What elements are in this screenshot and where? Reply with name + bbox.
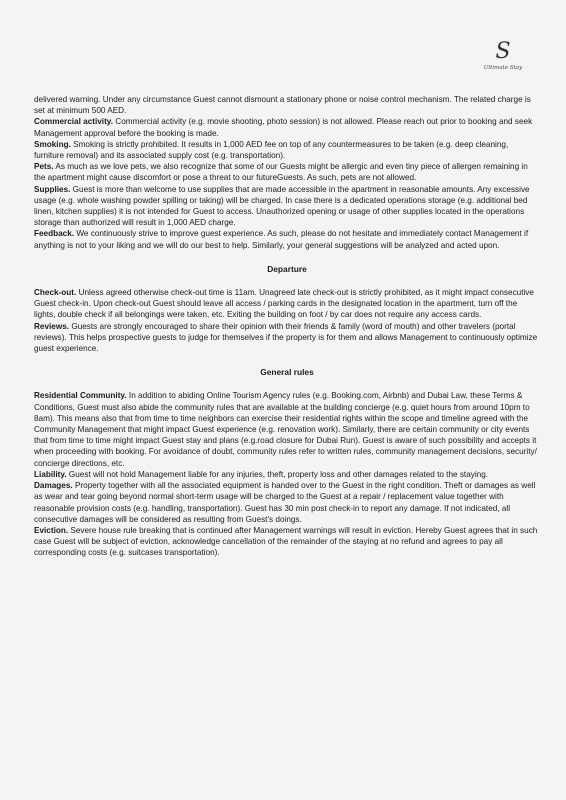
logo-text: Ultimate Stay bbox=[483, 65, 523, 71]
rule-term: Eviction. bbox=[34, 525, 69, 535]
section-heading-general-rules: General rules bbox=[260, 367, 314, 378]
rule-term: Reviews. bbox=[34, 321, 70, 331]
rule-check-out bbox=[34, 287, 540, 321]
rule-term: Damages. bbox=[34, 481, 73, 491]
rule-residential-community bbox=[34, 390, 540, 468]
rule-liability bbox=[34, 469, 540, 480]
rule-term: Residential Community. bbox=[34, 391, 127, 401]
rule-text: Smoking is strictly prohibited. It results in 1,000 AED fee on top of any countermeasures to be taken (e.g. deep cleaning, furniture removal) and its associated supply cost (e.g. transportation). bbox=[34, 139, 509, 161]
rule-term: Liability. bbox=[34, 469, 67, 479]
rule-smoking bbox=[34, 139, 540, 161]
brand-logo bbox=[472, 40, 534, 90]
rule-text: Unless agreed otherwise check-out time is 11am. Unagreed late check-out is strictly prohibited, as it might impact consecutive Guest check-in. Upon check-out Guest should leave all access / parking cards in the designated location in the apartment, turn off the lights, double check if all belongings were taken, etc. Exiting the building on foot / by car does not require any access cards. bbox=[34, 288, 534, 320]
rule-commercial-activity bbox=[34, 116, 540, 138]
rule-text: In addition to abiding Online Tourism Agency rules (e.g. Booking.com, Airbnb) and Dubai Law, these Terms & Conditions, Guest must also abide the community rules that are available at the building concierge (e.g. quiet hours from around 10pm to 8am). This means also that from time to time neighbors can exercise their residential rights within the scope and timeline agreed with the Community Management that might impact Guest experience (e.g. renovation work). Similarly, there are certain community or city events that from time to time might impact Guest stay and plans (e.g.road closure for Dubai Run). Guest is aware of such possibility and accepts it when proceeding with booking. For avoidance of doubt, community rules refer to written rules, community management decisions, security/ concierge directions, etc. bbox=[34, 391, 537, 468]
rule-feedback bbox=[34, 228, 540, 250]
rule-text: Severe house rule breaking that is continued after Management warnings will result in eviction. Hereby Guest agrees that in such case Guest will be subject of eviction, acknowledge cancellation of the remainder of the staying at no refund and agrees to pay all corresponding costs (e.g. suitcases transportation). bbox=[34, 525, 538, 558]
rule-damages bbox=[34, 480, 540, 525]
document-body bbox=[34, 94, 540, 559]
rule-term: Check-out. bbox=[34, 288, 77, 298]
logo-mark: S bbox=[495, 39, 511, 64]
rule-term: Commercial activity. bbox=[34, 117, 114, 127]
rule-text: Guest is more than welcome to use supplies that are made accessible in the apartment in reasonable amounts. Any excessive usage (e.g. whole washing powder spilling or taking) will be charged. In case there is a dedicated operations storage (e.g. additional bed linen, kitchen supplies) it is not intended for Guest to access. Unauthorized opening or usage of other supplies located in the operations storage than authorized will result in 1,000 AED charge. bbox=[34, 184, 530, 228]
rule-text: Property together with all the associated equipment is handed over to the Guest in the right condition. Theft or damages as well as wear and tear going beyond normal short-term usage will be charged to the Guest at a repair / replacement value together with reasonable provision costs (e.g. handling, transportation). Guest has 30 min post check-in to report any damage. If not indicated, all consecutive damages will be considered as resulting from Guest's doings. bbox=[34, 481, 536, 524]
rule-text: Guest will not hold Management liable for any injuries, theft, property loss and other damages related to the staying. bbox=[66, 469, 489, 479]
rule-text: We continuously strive to improve guest experience. As such, please do not hesitate and immediately contact Management if anything is not to your liking and we will do our best to help. Similarly, your general suggestions will be analyzed and acted upon. bbox=[34, 229, 529, 250]
rule-supplies bbox=[34, 184, 540, 229]
rule-term: Smoking. bbox=[34, 139, 71, 149]
intro-paragraph: delivered warning. Under any circumstance Guest cannot dismount a stationary phone or noise control mechanism. The related charge is set at minimum 500 AED. bbox=[34, 95, 531, 116]
rule-reviews bbox=[34, 321, 540, 355]
rule-text: As much as we love pets, we also recognize that some of our Guests might be allergic and even tiny piece of allergen remaining in the apartment might cause discomfort or pose a threat to our futureGuests. As such, pets are not allowed. bbox=[34, 162, 528, 183]
rule-term: Pets. bbox=[34, 162, 54, 172]
rule-text: Commercial activity (e.g. movie shooting, photo session) is not allowed. Please reach out prior to booking and seek Management approval before the booking is made. bbox=[34, 117, 533, 138]
rule-term: Feedback. bbox=[34, 229, 75, 239]
section-heading-departure: Departure bbox=[267, 263, 307, 274]
rule-term: Supplies. bbox=[34, 184, 71, 194]
rule-pets bbox=[34, 161, 540, 183]
rule-text: Guests are strongly encouraged to share their opinion with their friends & family (word of mouth) and other travelers (portal reviews). This helps prospective guests to judge for themselves if the property is for them and allows Management to continuously optimize guest experience. bbox=[34, 321, 538, 354]
rule-eviction bbox=[34, 525, 540, 559]
